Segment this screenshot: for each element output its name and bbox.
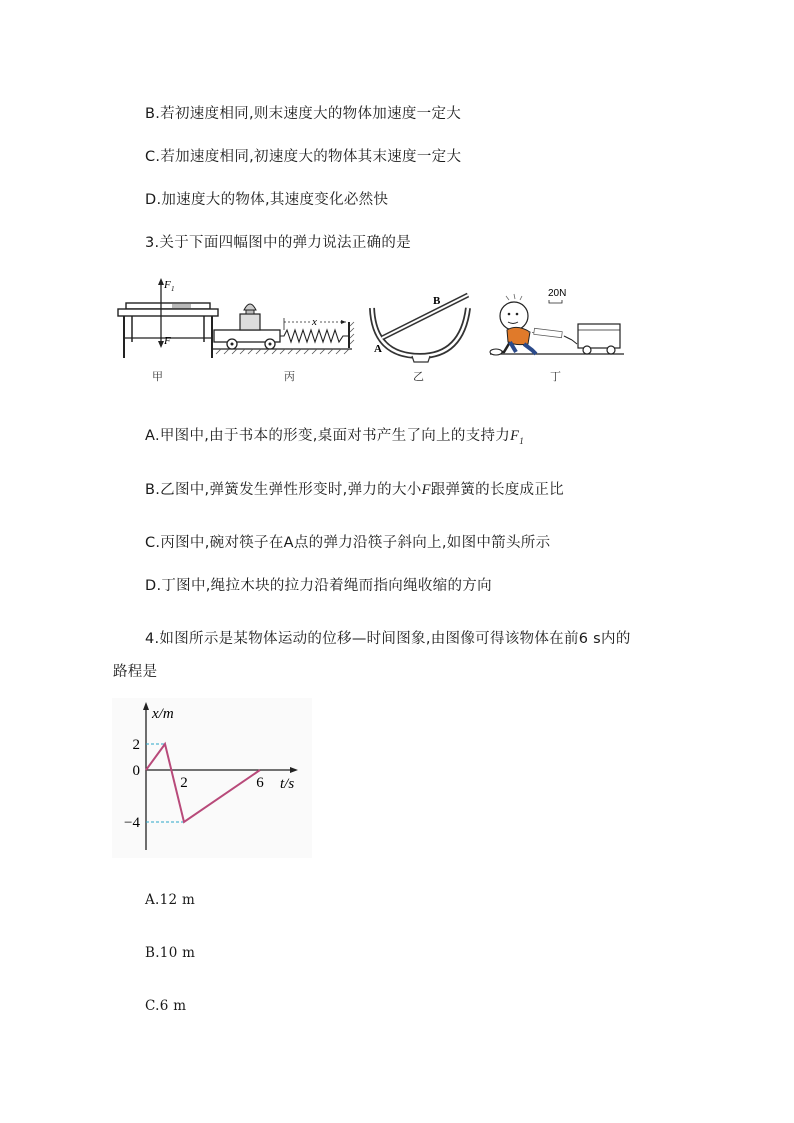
q2-option-d: D.加速度大的物体,其速度变化必然快	[145, 192, 389, 208]
q3-figures	[112, 272, 632, 387]
y-tick-label: −4	[124, 815, 140, 831]
q3-stem: 3.关于下面四幅图中的弹力说法正确的是	[145, 235, 412, 251]
q3-option-b-pre: B.乙图中,弹簧发生弹性形变时,弹力的大小	[145, 482, 422, 498]
q4-stem-line2: 路程是	[113, 664, 158, 680]
spring-x-label: x	[312, 316, 317, 328]
q3-option-c: C.丙图中,碗对筷子在A点的弹力沿筷子斜向上,如图中箭头所示	[145, 535, 551, 551]
figure-pull-cart	[490, 288, 624, 383]
q4-stem-line1: 4.如图所示是某物体运动的位移—时间图象,由图像可得该物体在前6 s内的	[145, 631, 631, 647]
q4-option-c: C.6 m	[145, 998, 187, 1014]
force-f1-subscript: 1	[171, 285, 175, 293]
q2-option-c: C.若加速度相同,初速度大的物体其末速度一定大	[145, 149, 462, 165]
q4-option-a: A.12 m	[145, 892, 196, 908]
force-f1-label: F	[164, 279, 171, 291]
y-tick-label: 2	[132, 737, 140, 753]
q4-option-b: B.10 m	[145, 945, 196, 961]
figure-spring-cart	[212, 304, 354, 383]
figure-label-bing: 丙	[284, 370, 295, 383]
x-tick-label: 6	[256, 775, 264, 791]
force-f-label: F	[164, 335, 171, 347]
figure-table	[118, 278, 218, 383]
q3-option-a-var: F	[510, 428, 520, 444]
q3-option-b-var: F	[421, 482, 431, 498]
scale-reading-label: 20N	[548, 288, 567, 299]
q3-option-a-text: A.甲图中,由于书本的形变,桌面对书产生了向上的支持力	[145, 428, 511, 444]
q3-option-d: D.丁图中,绳拉木块的拉力沿着绳而指向绳收缩的方向	[145, 578, 492, 594]
figure-label-jia: 甲	[152, 370, 163, 383]
figure-bowl	[372, 295, 468, 383]
q3-option-b	[145, 478, 564, 499]
q4-displacement-graph	[112, 698, 312, 858]
y-axis-label: x/m	[152, 706, 174, 722]
x-axis-label: t/s	[280, 776, 295, 792]
q3-option-a-sub: 1	[519, 435, 525, 446]
q3-option-b-post: 跟弹簧的长度成正比	[430, 482, 564, 498]
x-tick-label: 2	[180, 775, 188, 791]
bowl-point-b-label: B	[433, 295, 441, 307]
q3-option-a	[145, 424, 524, 446]
figure-label-ding: 丁	[550, 370, 561, 383]
y-tick-label: 0	[132, 763, 140, 779]
q2-option-b: B.若初速度相同,则末速度大的物体加速度一定大	[145, 106, 462, 122]
figure-label-yi: 乙	[413, 370, 424, 383]
bowl-point-a-label: A	[374, 343, 382, 355]
